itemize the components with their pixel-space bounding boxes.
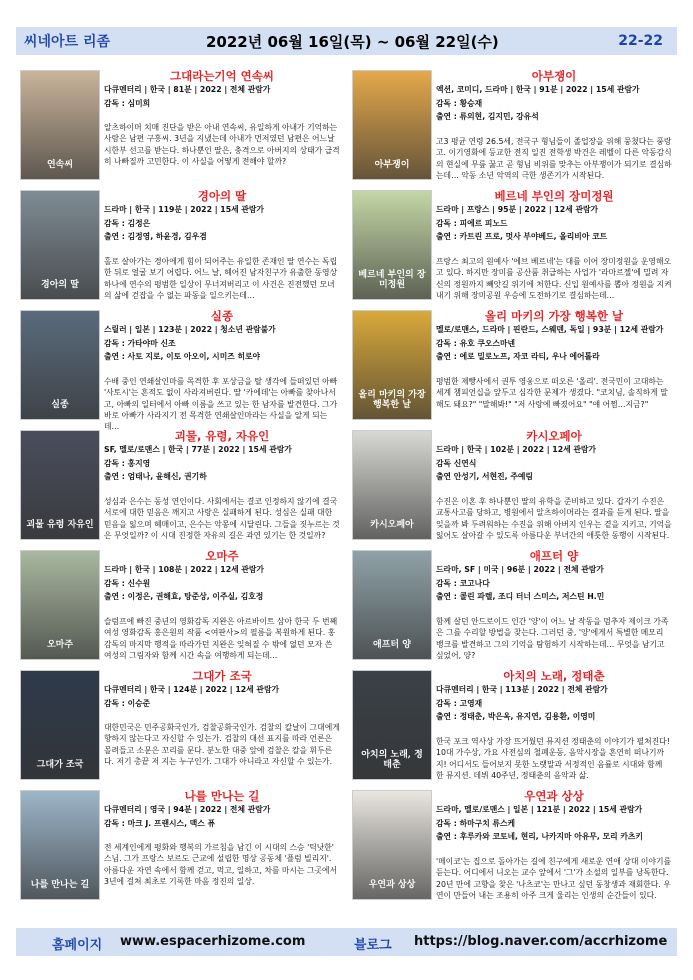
movie-director: 감독 : 가타야마 신조 xyxy=(104,338,176,348)
movie-poster xyxy=(352,670,432,780)
poster-title-text: 그대가 조국 xyxy=(36,760,84,771)
movie-synopsis: 수배 중인 연쇄살인마를 목격한 후 포상금을 탈 생각에 들떠있던 아빠 '사토시'는 흔적도 없이 사라져버린다. 딸 '카에데'는 아빠를 찾아나서고, 아빠의 일터에서 아빠 이름을 쓰고 있는 한 남자를 발견한다. 그가 바로 아빠가 사라지기 전 목격한 연쇄살인마라는 사실을 알게 되는데… xyxy=(104,377,338,432)
movie-entry xyxy=(352,306,672,426)
poster-title-text: 오마주 xyxy=(46,640,74,651)
movie-info: 스릴러 | 일본 | 123분 | 2022 | 청소년 관람불가 xyxy=(104,325,276,334)
movie-poster xyxy=(20,790,100,900)
movie-info: 드라마 | 한국 | 102분 | 2022 | 12세 관람가 xyxy=(436,445,596,454)
schedule-dates: 2022년 06월 16일(목) ~ 06월 22일(수) xyxy=(206,32,499,51)
movie-director: 감독 : 고영재 xyxy=(436,698,483,708)
movie-meta xyxy=(104,803,340,830)
homepage-label: 홈페이지 xyxy=(52,938,103,953)
movie-info: SF, 멜로/로맨스 | 한국 | 77분 | 2022 | 15세 관람가 xyxy=(104,445,292,454)
movie-meta xyxy=(436,83,672,124)
movie-cast: 출연 : 김정영, 하윤경, 김우겸 xyxy=(104,232,207,241)
movie-director: 감독 : 피에르 피노드 xyxy=(436,218,508,228)
header-bar xyxy=(16,27,677,55)
left-column xyxy=(20,66,340,906)
movie-meta xyxy=(104,683,340,710)
movie-entry xyxy=(352,186,672,306)
movie-poster xyxy=(20,430,100,540)
movie-title: 올리 마키의 가장 행복한 날 xyxy=(484,309,624,323)
poster-title-text: 연속씨 xyxy=(46,160,74,171)
movie-info: 멜로/로맨스, 드라마 | 핀란드, 스웨덴, 독일 | 93분 | 12세 관람가 xyxy=(436,325,664,334)
movie-meta xyxy=(436,683,672,724)
brand-name: 씨네아트 리좀 xyxy=(24,34,111,50)
issue-number: 22-22 xyxy=(618,33,663,49)
homepage-url[interactable]: www.espacerhizome.com xyxy=(120,934,306,949)
movie-title: 그대라는기억 연속씨 xyxy=(170,69,274,83)
movie-info: 액션, 코미디, 드라마 | 한국 | 91분 | 2022 | 15세 관람가 xyxy=(436,85,640,94)
movie-title: 경아의 딸 xyxy=(197,189,247,203)
right-column xyxy=(352,66,672,906)
poster-title-text: 경아의 딸 xyxy=(41,280,79,291)
poster-title-text: 베르네 부인의 장미정원 xyxy=(358,270,426,291)
movie-meta xyxy=(104,563,340,604)
movie-info: 다큐멘터리 | 한국 | 113분 | 2022 | 전체 관람가 xyxy=(436,685,608,694)
movie-cast: 출연 : 이정은, 권해효, 탕준상, 이주실, 김호정 xyxy=(104,592,264,601)
movie-cast: 출연 : 카트린 프로, 멋사 부야베드, 올리비아 코트 xyxy=(436,232,608,241)
movie-director: 감독 신연식 xyxy=(436,458,477,468)
movie-synopsis: 고3 평균 연령 26.5세, 전국구 형님들이 졸업장을 위해 뭉쳤다는 풍랑고. 이기영화에 등교한 전직 일진 전학생 박건은 레벨이 다른 악동감식의 현실에 무릎 꿇고 곧 형님 비위를 맞추는 아부쟁이가 되기로 결심하는데… 악동 소년 악역의 극한 생존기가 시작된다. xyxy=(436,137,672,180)
poster-title-text: 아부쟁이 xyxy=(374,160,410,171)
movie-meta xyxy=(436,443,672,484)
movie-entry xyxy=(352,546,672,666)
movie-poster xyxy=(20,310,100,420)
movie-meta xyxy=(104,83,340,110)
movie-entry xyxy=(20,426,340,546)
movie-entry xyxy=(20,66,340,186)
movie-title: 오마주 xyxy=(205,549,239,563)
movie-cast: 출연 : 에로 밀로노프, 자코 라티, 우나 에어톨라 xyxy=(436,352,600,361)
footer-bar xyxy=(16,928,677,956)
movie-title: 아치의 노래, 정태춘 xyxy=(503,669,605,683)
movie-meta xyxy=(436,563,672,604)
movie-cast: 출연 : 사토 지로, 이토 아오이, 시미즈 히로야 xyxy=(104,352,261,361)
poster-title-text: 나를 만나는 길 xyxy=(30,880,90,891)
movie-entry xyxy=(20,546,340,666)
movie-cast: 출연 : 후루카와 코토네, 현리, 나카지마 아유무, 모리 카츠키 xyxy=(436,832,643,841)
movie-director: 감독 : 황승재 xyxy=(436,98,483,108)
movie-info: 드라마 | 한국 | 108분 | 2022 | 12세 관람가 xyxy=(104,565,264,574)
poster-title-text: 올리 마키의 가장 행복한 날 xyxy=(358,390,426,411)
movie-poster xyxy=(352,310,432,420)
movie-meta xyxy=(104,443,340,484)
movie-meta xyxy=(104,323,340,364)
movie-cast: 출연 : 엄태나, 윤해신, 권기하 xyxy=(104,472,207,481)
movie-title: 실종 xyxy=(210,309,234,323)
movie-meta xyxy=(436,323,672,364)
poster-title-text: 아치의 노래, 정태춘 xyxy=(361,750,423,771)
movie-cast: 출연 : 정태춘, 박은옥, 유지연, 김용환, 이영미 xyxy=(436,712,596,721)
movie-poster xyxy=(352,430,432,540)
movie-synopsis: '메이코'는 집으로 돌아가는 길에 친구에게 새로운 연애 상대 이야기를 듣는다. 어디에서 니오는 교수 앞에서 '그'가 소설의 일부를 낭독한다. 20년 만에 고향을 찾은 '나츠코'는 만나고 싶던 동창생과 재회한다. 우연이 만들어 내는 조용히 아주 크게 울리는 인생의 순간들이 있다. xyxy=(436,857,672,900)
movie-cast: 출연 안성기, 서현진, 주예림 xyxy=(436,472,533,481)
movie-director: 감독 : 심미희 xyxy=(104,98,151,108)
movie-entry xyxy=(352,786,672,906)
movie-poster xyxy=(352,190,432,300)
movie-poster xyxy=(352,790,432,900)
poster-title-text: 실종 xyxy=(51,400,69,411)
movie-director: 감독 : 이승준 xyxy=(104,698,151,708)
movie-entry xyxy=(20,666,340,786)
blog-url[interactable]: https://blog.naver.com/accrhizome xyxy=(414,934,668,949)
movie-cast: 출연 : 류의현, 김지민, 강유석 xyxy=(436,112,539,121)
movie-entry xyxy=(352,666,672,786)
movie-title: 나를 만나는 길 xyxy=(184,789,260,803)
movie-synopsis: 성심과 은수는 동성 연인이다. 사회에서는 결코 인정하지 않기에 결국 서로에 대한 믿음은 깨지고 사랑은 실패하게 된다. 성심은 실패 대한 믿음을 잃으며 헤매이고, 은수는 악몽에 시달린다. 그들을 짓누르는 것은 무엇일까? 이 시대 진정한 자유의 길은 과연 있기는 한 것일까? xyxy=(104,497,340,540)
movie-entry xyxy=(20,786,340,906)
movie-synopsis: 한국 포크 역사상 가장 뜨거웠던 뮤지션 정태춘의 이야기가 펼쳐진다! 10대 가수상, 가요 사전심의 철폐운동, 음악시장을 흔연히 떠나기까지! 어디서도 들어보지 못한 노랫말과 서정적인 음률로 시대와 함께 한 뮤지션. 데뷔 40주년, 정태춘의 음악과 삶. xyxy=(436,737,670,780)
movie-info: 드라마 | 한국 | 119분 | 2022 | 15세 관람가 xyxy=(104,205,264,214)
movie-synopsis: 전 세계인에게 평화와 행복의 가르침을 남긴 이 시대의 스승 '틱낫한' 스님. 그가 프랑스 보르도 근교에 설립한 명상 공동체 '플럼 빌리지'. 아름다운 자연 속에서 함께 걷고, 먹고, 일하고, 차를 마시는 그곳에서 3년에 걸쳐 최초로 기록한 마음 정진의 일상. xyxy=(104,843,338,886)
poster-title-text: 괴물 유령 자유인 xyxy=(26,520,94,531)
movie-director: 감독 : 김정은 xyxy=(104,218,151,228)
movie-poster xyxy=(20,190,100,300)
movie-synopsis: 대한민국은 민주공화국인가, 검찰공화국인가. 검찰의 칼날이 그대에게 향하지 않는다고 자신할 수 있는가. 검찰의 대선 표지를 따라 언론은 몰려들고 소문은 꼬리를 문다. 분노한 대중 앞에 검찰은 칼을 휘두른다. 저기 총끝 저 지는 누구인가. 그대가 아니라고 자신할 수 있는가. xyxy=(104,723,340,766)
movie-synopsis: 수진은 이혼 후 하나뿐인 딸의 유학을 준비하고 있다. 갑자기 수진은 교통사고를 당하고, 병원에서 알츠하이머라는 결과를 듣게 된다. 딸을 잊을까 봐 두려워하는 수진을 위해 아버지 인우는 곁을 지키고, 기억을 잃어도 살아갈 수 있도록 아름다운 부녀간의 애틋한 동행이 시작된다. xyxy=(436,497,672,540)
movie-director: 감독 : 유호 쿠오스마넨 xyxy=(436,338,516,348)
movie-director: 감독 : 신수원 xyxy=(104,578,151,588)
movie-meta xyxy=(436,203,672,244)
movie-poster xyxy=(20,70,100,180)
poster-title-text: 우연과 상상 xyxy=(368,880,416,891)
movie-cast: 출연 : 콜린 파렐, 조디 터너 스미스, 저스틴 H.민 xyxy=(436,592,605,601)
movie-entry xyxy=(352,66,672,186)
movie-director: 감독 : 코고나다 xyxy=(436,578,490,588)
movie-title: 애프터 양 xyxy=(529,549,579,563)
movie-director: 감독 : 홍지영 xyxy=(104,458,151,468)
movie-synopsis: 슬럼프에 빠진 중년의 영화감독 지완은 아르바이트 삼아 한국 두 번째 여성 영화감독 홍은원의 작품 <여판사>의 필름을 복원하게 된다. 홍감독의 마지막 행적을 따라가던 지완은 잊혀질 수 밖에 없던 모자 쓴 여성의 그림자와 함께 시간 속을 여행하게 되는데… xyxy=(104,617,338,660)
movie-entry xyxy=(20,186,340,306)
movie-title: 그대가 조국 xyxy=(192,669,252,683)
poster-title-text: 카시오페아 xyxy=(370,520,414,531)
movie-title: 괴물, 유령, 자유인 xyxy=(174,429,270,443)
blog-label: 블로그 xyxy=(354,938,392,953)
movie-info: 다큐멘터리 | 한국 | 81분 | 2022 | 전체 관람가 xyxy=(104,85,271,94)
movie-entry xyxy=(20,306,340,432)
movie-title: 베르네 부인의 장미정원 xyxy=(494,189,614,203)
movie-director: 감독 : 마크 J. 프랜시스, 맥스 퓨 xyxy=(104,818,216,828)
movie-poster xyxy=(352,550,432,660)
movie-info: 드라마, SF | 미국 | 96분 | 2022 | 전체 관람가 xyxy=(436,565,604,574)
movie-synopsis: 평범한 제빵사에서 권투 영웅으로 떠오른 '올리'. 전국민이 고대하는 세계 챔피언십을 앞두고 심각한 문제가 생겼다. "코치님, 솔직하게 말해도 돼요?" "말해봐!" "저 사랑에 빠졌어요" "얘 어쩜…지금?" xyxy=(436,377,668,409)
movie-meta xyxy=(436,803,672,844)
movie-director: 감독 : 하마구치 류스케 xyxy=(436,818,516,828)
movie-title: 아부쟁이 xyxy=(531,69,577,83)
movie-info: 드라마, 멜로/로맨스 | 일본 | 121분 | 2022 | 15세 관람가 xyxy=(436,805,643,814)
movie-info: 다큐멘터리 | 영국 | 94분 | 2022 | 전체 관람가 xyxy=(104,805,271,814)
movie-meta xyxy=(104,203,340,244)
movie-synopsis: 홀로 살아가는 경아에게 힘이 되어주는 유일한 존재인 딸 연수는 독립한 뒤로 얼굴 보기 어렵다. 어느 날, 헤어진 남자친구가 유출한 동영상 하나에 연수의 평범한 일상이 무너져버리고 이 사건은 진전했던 모녀의 삶에 걷잡을 수 없는 파동을 일으키는데… xyxy=(104,257,338,300)
movie-poster xyxy=(20,670,100,780)
movie-info: 다큐멘터리 | 한국 | 124분 | 2022 | 12세 관람가 xyxy=(104,685,280,694)
movie-info: 드라마 | 프랑스 | 95분 | 2022 | 12세 관람가 xyxy=(436,205,599,214)
movie-synopsis: 알츠하이머 치매 진단을 받은 아내 연속씨, 유일하게 아내가 기억하는 사람은 남편 구흥씨. 3년을 지냈는데 아내가 먼저였던 남편은 어느날 시한부 선고를 받는다. 하나뿐인 딸은, 충격으로 아버지의 상태가 급격히 나빠질까 고민한다. 이 사실을 어떻게 전해야 할까? xyxy=(104,123,340,166)
movie-synopsis: 프랑스 최고의 원예사 '에브 베르네'는 대를 이어 장미정원을 운영해오고 있다. 하지만 장미를 공산품 취급하는 사업가 '라마르젤'에 밀려 자신의 정원까지 빼앗길 위기에 처한다. 신입 원예사를 뽑아 정원을 지켜 내기 위해 장미공원 우승에 도전하기로 결심하는데… xyxy=(436,257,672,300)
poster-title-text: 애프터 양 xyxy=(373,640,411,651)
movie-title: 우연과 상상 xyxy=(524,789,584,803)
movie-title: 카시오페아 xyxy=(526,429,582,443)
movie-poster xyxy=(352,70,432,180)
movie-entry xyxy=(352,426,672,546)
movie-poster xyxy=(20,550,100,660)
movie-synopsis: 함께 살던 안드로이드 인간 '양'이 어느 날 작동을 멈추자 제이크 가족은 그를 수리할 방법을 찾는다. 그러던 중, '양'에게서 특별한 메모리 뱅크를 발견하고 그의 기억을 탐험하기 시작하는데… 무엇을 남기고 싶었어, 양? xyxy=(436,617,669,660)
